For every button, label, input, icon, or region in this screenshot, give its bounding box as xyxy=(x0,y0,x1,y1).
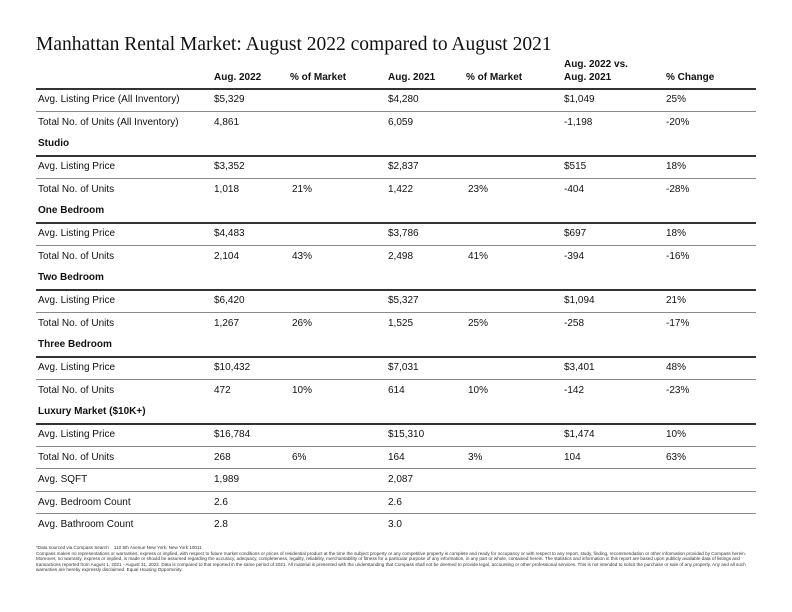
row-label: Avg. Bedroom Count xyxy=(38,496,131,508)
section-title: Three Bedroom xyxy=(38,339,112,350)
cell-pct-change: 21% xyxy=(666,295,687,306)
row-label: Avg. Listing Price (All Inventory) xyxy=(38,94,180,105)
cell-difference: -142 xyxy=(564,384,585,396)
row-label: Total No. of Units xyxy=(38,317,115,329)
section-divider xyxy=(36,423,756,425)
cell-pct-change: -16% xyxy=(666,250,690,262)
cell-aug-2021: 1,525 xyxy=(388,317,414,329)
cell-aug-2022: $6,420 xyxy=(214,295,245,306)
cell-difference: $515 xyxy=(564,161,587,172)
section-title: One Bedroom xyxy=(38,205,105,216)
cell-pct-market-2021: 23% xyxy=(468,183,489,195)
row-label: Avg. Listing Price xyxy=(38,228,116,239)
section-divider xyxy=(36,356,756,358)
cell-pct-market-2021: 3% xyxy=(468,451,483,463)
cell-aug-2022: 2.8 xyxy=(214,519,228,530)
cell-aug-2021: $7,031 xyxy=(388,362,419,373)
col-header-aug-2022: Aug. 2022 xyxy=(214,72,262,83)
row-label: Avg. Listing Price xyxy=(38,161,116,172)
row-divider xyxy=(36,513,756,514)
row-label: Avg. Listing Price xyxy=(38,362,116,373)
cell-pct-market-2022: 10% xyxy=(292,384,313,396)
cell-aug-2022: 2,104 xyxy=(214,250,240,262)
cell-aug-2022: $4,483 xyxy=(214,228,245,239)
col-header-difference-line2: Aug. 2021 xyxy=(564,72,612,83)
page-title: Manhattan Rental Market: August 2022 compared to August 2021 xyxy=(36,34,552,55)
cell-pct-market-2022: 21% xyxy=(292,183,313,195)
footnote-source: *Data sourced via Compass Search xyxy=(36,545,109,550)
cell-pct-change: -23% xyxy=(666,384,690,396)
row-label: Total No. of Units xyxy=(38,384,115,396)
col-header-aug-2021: Aug. 2021 xyxy=(388,72,436,83)
cell-aug-2021: 164 xyxy=(388,451,405,463)
cell-aug-2022: $5,329 xyxy=(214,94,245,105)
col-header-pct-change: % Change xyxy=(666,72,715,83)
cell-aug-2022: $3,352 xyxy=(214,161,245,172)
row-divider xyxy=(36,446,756,447)
row-divider xyxy=(36,491,756,492)
row-divider xyxy=(36,178,756,179)
row-label: Total No. of Units xyxy=(38,183,115,195)
header-divider xyxy=(36,88,756,90)
cell-aug-2022: 1,989 xyxy=(214,474,240,485)
cell-pct-market-2021: 10% xyxy=(468,384,489,396)
section-divider xyxy=(36,155,756,157)
row-divider xyxy=(36,379,756,380)
col-header-pct-market-2022: % of Market xyxy=(290,72,347,83)
cell-difference: $1,474 xyxy=(564,429,595,440)
cell-aug-2022: 4,861 xyxy=(214,116,240,128)
cell-aug-2021: 614 xyxy=(388,384,405,396)
cell-pct-change: 18% xyxy=(666,228,687,239)
row-divider xyxy=(36,468,756,469)
footnote xyxy=(36,545,756,573)
row-divider xyxy=(36,312,756,313)
cell-aug-2021: $15,310 xyxy=(388,429,425,440)
row-label: Avg. SQFT xyxy=(38,474,88,485)
cell-pct-market-2022: 26% xyxy=(292,317,313,329)
cell-aug-2021: $4,280 xyxy=(388,94,419,105)
cell-difference: -404 xyxy=(564,183,585,195)
col-header-pct-market-2021: % of Market xyxy=(466,72,523,83)
cell-aug-2021: 1,422 xyxy=(388,183,414,195)
row-label: Avg. Bathroom Count xyxy=(38,519,134,530)
cell-aug-2022: 1,018 xyxy=(214,183,240,195)
cell-aug-2021: 2,498 xyxy=(388,250,414,262)
cell-difference: -394 xyxy=(564,250,585,262)
cell-difference: 104 xyxy=(564,451,581,463)
cell-difference: $697 xyxy=(564,228,587,239)
cell-pct-change: -17% xyxy=(666,317,690,329)
cell-aug-2022: 2.6 xyxy=(214,496,228,508)
cell-difference: -1,198 xyxy=(564,116,593,128)
cell-pct-change: 63% xyxy=(666,451,687,463)
section-title: Two Bedroom xyxy=(38,272,104,283)
cell-aug-2022: 472 xyxy=(214,384,231,396)
cell-difference: $1,049 xyxy=(564,94,595,105)
cell-pct-market-2021: 41% xyxy=(468,250,489,262)
col-header-difference-line1: Aug. 2022 vs. xyxy=(564,59,628,70)
row-label: Total No. of Units xyxy=(38,451,115,463)
row-divider xyxy=(36,111,756,112)
cell-difference: $1,094 xyxy=(564,295,595,306)
cell-pct-change: 25% xyxy=(666,94,687,105)
row-label: Total No. of Units xyxy=(38,250,115,262)
cell-pct-change: 48% xyxy=(666,362,687,373)
cell-pct-change: 10% xyxy=(666,429,687,440)
cell-pct-change: 18% xyxy=(666,161,687,172)
footnote-disclaimer: Compass makes no representations or warranties, express or implied, with respect to future market conditions or prices of residential product at the time the subject property or any competitive property is complete and ready for occupancy or with respect to any report, study, finding, recommendation or other information provided by Compass herein. Moreover, no warranty, express or implied, is made or should be assumed regarding the accuracy, adequacy, completeness, legality, reliability, merchantability or fitness for a particular purpose of any information, in any part or whole, contained herein. The statistics and information in this report are based upon publicly available data of listings and transactions reported from August 1, 2021 - August 31, 2022. Data is compared to that reported in the same period of 2021. All material is presented with the understanding that Compass shall not be deemed to provide legal, accounting or other professional services. This is not intended to solicit the purchase or sale of any property. Any and all such warranties are hereby expressly disclaimed. Equal Housing Opportunity. xyxy=(36,550,746,573)
cell-difference: -258 xyxy=(564,317,585,329)
cell-aug-2022: $16,784 xyxy=(214,429,251,440)
row-label: Avg. Listing Price xyxy=(38,295,116,306)
row-divider xyxy=(36,245,756,246)
cell-aug-2021: 2.6 xyxy=(388,496,402,508)
cell-aug-2021: $2,837 xyxy=(388,161,419,172)
cell-aug-2021: $3,786 xyxy=(388,228,419,239)
cell-aug-2022: 268 xyxy=(214,451,231,463)
cell-aug-2021: 3.0 xyxy=(388,519,402,530)
cell-aug-2021: 2,087 xyxy=(388,474,414,485)
cell-pct-market-2022: 43% xyxy=(292,250,313,262)
cell-aug-2021: 6,059 xyxy=(388,116,414,128)
cell-pct-change: -28% xyxy=(666,183,690,195)
row-label: Total No. of Units (All Inventory) xyxy=(38,116,179,128)
cell-aug-2022: $10,432 xyxy=(214,362,251,373)
section-title: Luxury Market ($10K+) xyxy=(38,406,146,417)
cell-aug-2021: $5,327 xyxy=(388,295,419,306)
section-divider xyxy=(36,289,756,291)
cell-pct-market-2022: 6% xyxy=(292,451,307,463)
section-divider xyxy=(36,222,756,224)
row-label: Avg. Listing Price xyxy=(38,429,116,440)
cell-pct-market-2021: 25% xyxy=(468,317,489,329)
cell-pct-change: -20% xyxy=(666,116,690,128)
section-title: Studio xyxy=(38,138,70,149)
cell-aug-2022: 1,267 xyxy=(214,317,240,329)
cell-difference: $3,401 xyxy=(564,362,595,373)
footnote-address: 110 5th Avenue New York, New York 10011 xyxy=(113,545,202,550)
